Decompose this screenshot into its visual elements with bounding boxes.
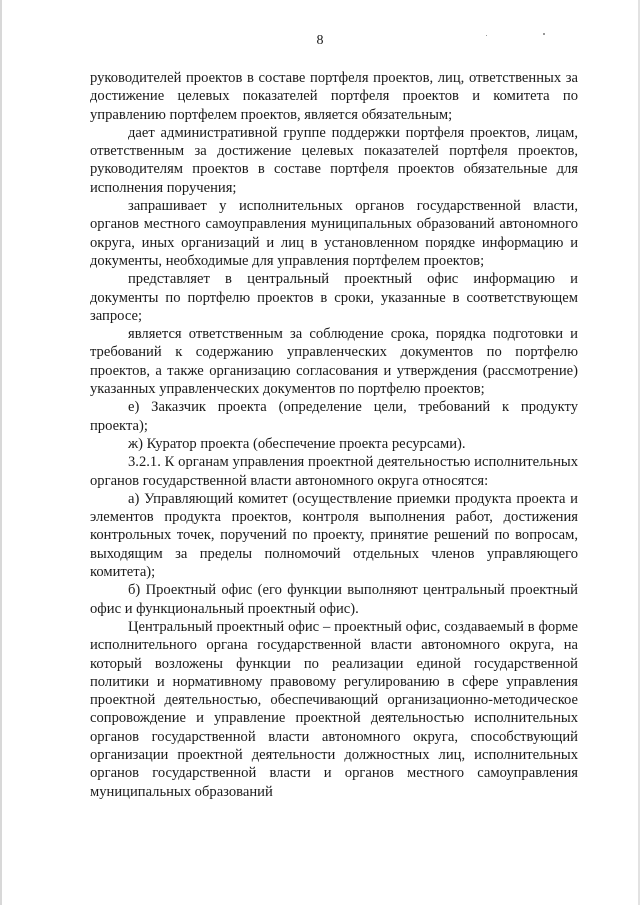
page-number: 8 xyxy=(316,33,324,48)
paragraph: является ответственным за соблюдение срока, порядка подготовки и требований к содержанию управленческих документов по портфелю проектов, а также организацию согласования и утверждения (рассмотрение) указанных управленческих документов по портфелю проектов; xyxy=(90,326,578,398)
scan-edge-left xyxy=(0,0,2,905)
paragraph: представляет в центральный проектный офис информацию и документы по портфелю проектов в сроки, указанные в соответствующем запросе; xyxy=(90,271,578,324)
paragraph: а) Управляющий комитет (осуществление приемки продукта проекта и элементов продукта проектов, контроля выполнения работ, достижения контрольных точек, поручений по проекту, принятие решений по вопросам, выходящим за пределы полномочий отдельных членов управляющего комитета); xyxy=(90,490,578,581)
paragraph: 3.2.1. К органам управления проектной деятельностью исполнительных органов государственной власти автономного округа относятся: xyxy=(90,454,578,489)
paragraph: запрашивает у исполнительных органов государственной власти, органов местного самоуправления муниципальных образований автономного округа, иных организаций и лиц в установленном порядке информацию и документы, необходимые для управления портфелем проектов; xyxy=(90,198,578,269)
document-body xyxy=(90,69,578,801)
paragraph: руководителей проектов в составе портфеля проектов, лиц, ответственных за достижение целевых показателей портфеля проектов и комитета по управлению портфелем проектов, является обязательным; xyxy=(90,70,578,123)
paragraph: б) Проектный офис (его функции выполняют центральный проектный офис и функциональный проектный офис). xyxy=(90,582,578,617)
paragraph: Центральный проектный офис – проектный офис, создаваемый в форме исполнительного органа государственной власти автономного округа, на который возложены функции по реализации единой государственной политики и нормативному правовому регулированию в сфере управления проектной деятельностью, обеспечивающий организационно-методическое сопровождение и управление проектной деятельностью исполнительных органов государственной власти автономного округа, способствующий организации проектной деятельности должностных лиц, исполнительных органов государственной власти и органов местного самоуправления муниципальных образований xyxy=(90,618,578,800)
paragraph: е) Заказчик проекта (определение цели, требований к продукту проекта); xyxy=(90,399,578,434)
paragraph: дает административной группе поддержки портфеля проектов, лицам, ответственным за достижение целевых показателей портфеля проектов, руководителям проектов в составе портфеля проектов обязательные для исполнения поручения; xyxy=(90,124,578,196)
paragraph: ж) Куратор проекта (обеспечение проекта ресурсами). xyxy=(128,435,466,452)
